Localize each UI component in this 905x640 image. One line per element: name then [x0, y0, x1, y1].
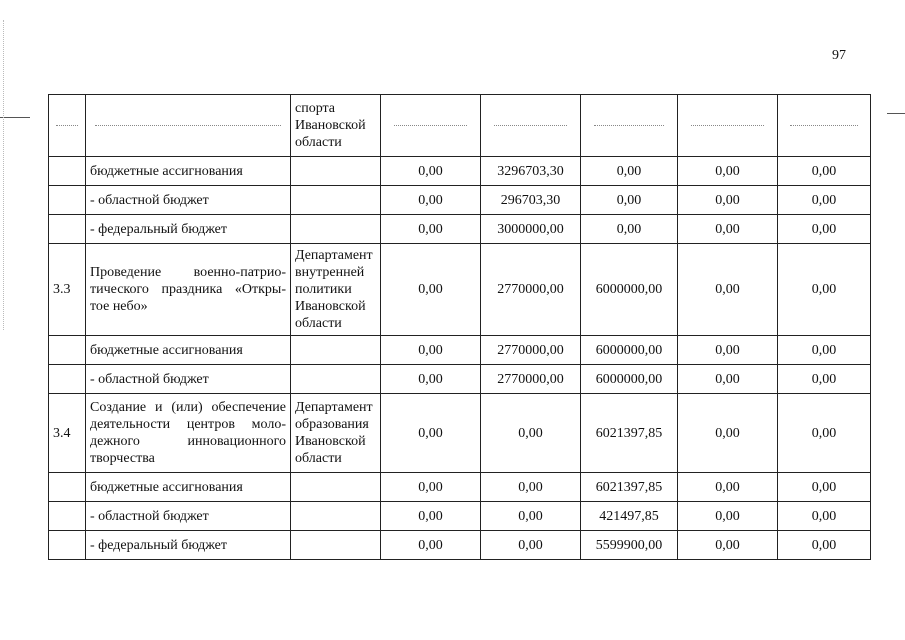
row-value: 0,00: [381, 215, 481, 244]
row-name: - федеральный бюджет: [86, 531, 291, 560]
faint-rule: [95, 125, 281, 127]
row-value: 6000000,00: [581, 336, 678, 365]
row-index: [49, 473, 86, 502]
table-body: [49, 95, 871, 560]
continuation-row: [49, 95, 871, 157]
row-value: 0,00: [481, 502, 581, 531]
row-value: 0,00: [581, 215, 678, 244]
continuation-executor-cell: спорта Ивановской области: [291, 95, 381, 157]
row-value: 2770000,00: [481, 365, 581, 394]
continuation-value-cell: [481, 95, 581, 157]
row-value: 6021397,85: [581, 473, 678, 502]
row-value: 0,00: [678, 473, 778, 502]
row-value: 6000000,00: [581, 365, 678, 394]
row-value: 0,00: [481, 473, 581, 502]
row-executor: [291, 365, 381, 394]
row-value: 0,00: [778, 186, 871, 215]
row-value: 6021397,85: [581, 394, 678, 473]
row-value: 0,00: [381, 473, 481, 502]
row-name: бюджетные ассигнования: [86, 336, 291, 365]
row-index: 3.4: [49, 394, 86, 473]
row-name: Создание и (или) обеспечение деятельности центров моло-дежного инновационного творчества: [86, 394, 291, 473]
row-value: 3296703,30: [481, 157, 581, 186]
row-executor: [291, 336, 381, 365]
continuation-index-cell: [49, 95, 86, 157]
continuation-value-cell: [678, 95, 778, 157]
faint-rule: [494, 125, 567, 127]
row-value: 0,00: [381, 244, 481, 336]
row-index: 3.3: [49, 244, 86, 336]
row-value: 0,00: [581, 186, 678, 215]
row-value: 0,00: [481, 531, 581, 560]
scan-edge-rule: [3, 20, 5, 330]
row-value: 0,00: [381, 502, 481, 531]
row-name: - областной бюджет: [86, 365, 291, 394]
faint-rule: [691, 125, 764, 127]
row-value: 0,00: [778, 365, 871, 394]
row-executor: Департамент образования Ивановской области: [291, 394, 381, 473]
row-executor: [291, 473, 381, 502]
row-executor: [291, 157, 381, 186]
row-value: 0,00: [678, 502, 778, 531]
row-value: 0,00: [381, 186, 481, 215]
row-value: 0,00: [778, 502, 871, 531]
right-edge-mark: [887, 113, 905, 114]
row-executor: [291, 502, 381, 531]
row-executor: Департамент внутренней политики Ивановской области: [291, 244, 381, 336]
faint-rule: [790, 125, 857, 127]
row-value: 0,00: [778, 473, 871, 502]
row-value: 5599900,00: [581, 531, 678, 560]
row-value: 0,00: [778, 394, 871, 473]
row-value: 0,00: [678, 157, 778, 186]
row-value: 0,00: [678, 244, 778, 336]
row-index: [49, 365, 86, 394]
row-value: 0,00: [678, 215, 778, 244]
row-value: 0,00: [381, 157, 481, 186]
budget-table: [48, 94, 871, 560]
row-value: 3000000,00: [481, 215, 581, 244]
row-name: Проведение военно-патрио-тического праздника «Откры-тое небо»: [86, 244, 291, 336]
row-executor: [291, 215, 381, 244]
row-index: [49, 336, 86, 365]
row-value: 0,00: [678, 336, 778, 365]
row-value: 0,00: [778, 215, 871, 244]
row-value: 0,00: [481, 394, 581, 473]
row-index: [49, 502, 86, 531]
table-row-funding: [49, 336, 871, 365]
table-row-funding: [49, 157, 871, 186]
table-row-funding: [49, 186, 871, 215]
row-index: [49, 157, 86, 186]
continuation-value-cell: [778, 95, 871, 157]
row-value: 6000000,00: [581, 244, 678, 336]
row-name: бюджетные ассигнования: [86, 157, 291, 186]
row-value: 421497,85: [581, 502, 678, 531]
table-row-funding: [49, 473, 871, 502]
row-name: - областной бюджет: [86, 186, 291, 215]
table-row-funding: [49, 502, 871, 531]
row-value: 0,00: [678, 394, 778, 473]
row-value: 0,00: [381, 365, 481, 394]
table-row-funding: [49, 531, 871, 560]
table-row-item: [49, 394, 871, 473]
row-value: 0,00: [381, 531, 481, 560]
row-value: 0,00: [581, 157, 678, 186]
continuation-name-cell: [86, 95, 291, 157]
table-row-funding: [49, 365, 871, 394]
faint-rule: [56, 125, 78, 127]
row-name: - федеральный бюджет: [86, 215, 291, 244]
row-executor: [291, 186, 381, 215]
row-index: [49, 531, 86, 560]
row-name: бюджетные ассигнования: [86, 473, 291, 502]
row-value: 0,00: [778, 244, 871, 336]
row-value: 2770000,00: [481, 336, 581, 365]
row-value: 0,00: [678, 186, 778, 215]
faint-rule: [594, 125, 664, 127]
continuation-value-cell: [581, 95, 678, 157]
row-executor: [291, 531, 381, 560]
row-value: 0,00: [381, 336, 481, 365]
page-number: 97: [832, 48, 846, 63]
row-name: - областной бюджет: [86, 502, 291, 531]
table-row-item: [49, 244, 871, 336]
row-value: 0,00: [678, 365, 778, 394]
continuation-value-cell: [381, 95, 481, 157]
row-value: 0,00: [778, 531, 871, 560]
row-value: 0,00: [381, 394, 481, 473]
row-value: 296703,30: [481, 186, 581, 215]
row-value: 0,00: [778, 157, 871, 186]
table-row-funding: [49, 215, 871, 244]
faint-rule: [394, 125, 467, 127]
row-value: 2770000,00: [481, 244, 581, 336]
row-value: 0,00: [678, 531, 778, 560]
row-index: [49, 215, 86, 244]
row-value: 0,00: [778, 336, 871, 365]
row-index: [49, 186, 86, 215]
